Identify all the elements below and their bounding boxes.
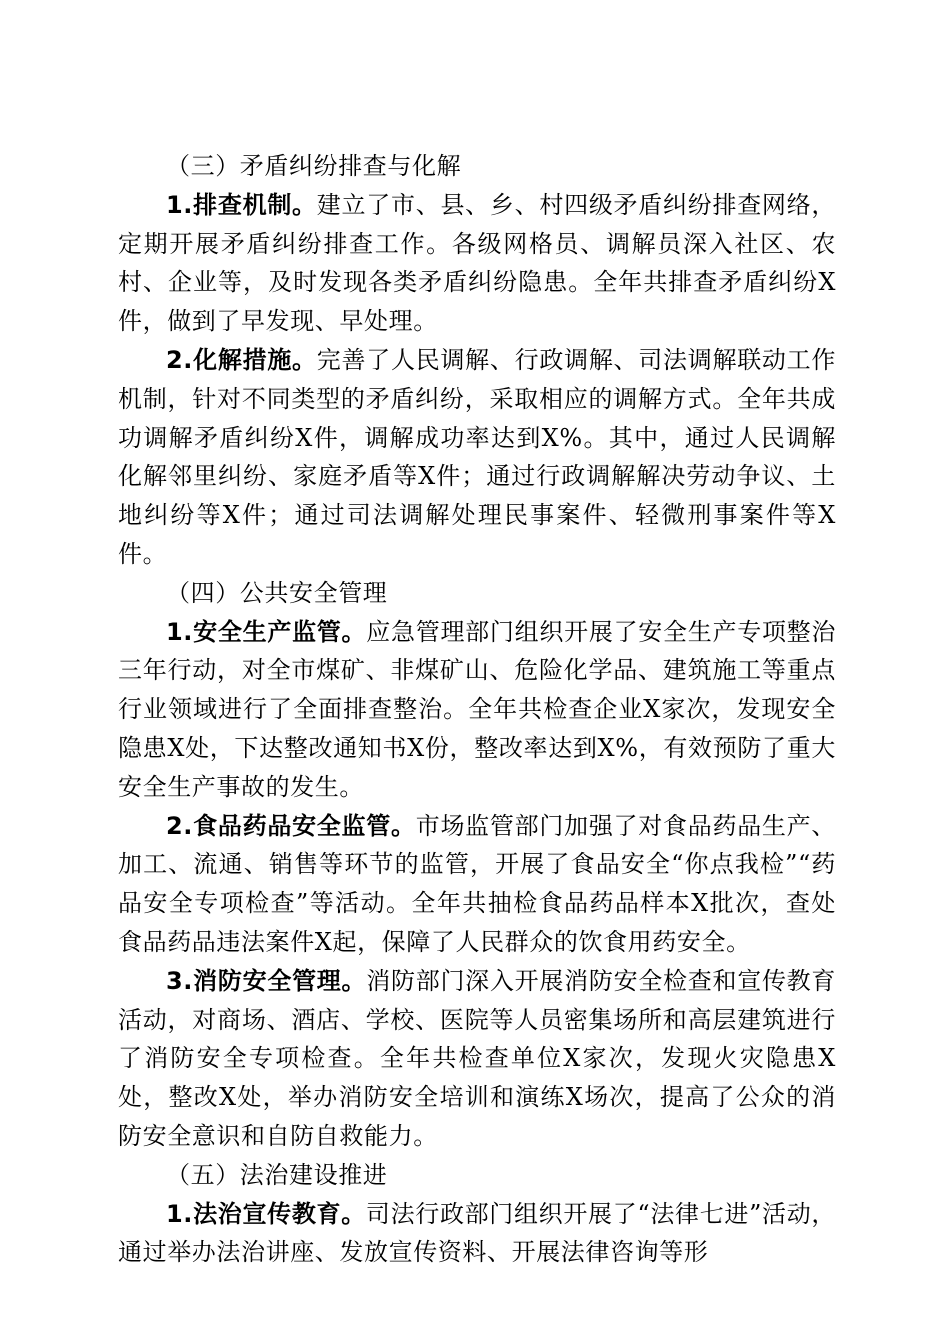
paragraph-production-safety — [118, 613, 836, 807]
paragraph-lead: 2.化解措施。 — [166, 345, 317, 374]
document-body — [118, 147, 836, 1272]
paragraph-text: 完善了人民调解、行政调解、司法调解联动工作机制，针对不同类型的矛盾纠纷，采取相应的调解方式。全年共成功调解矛盾纠纷X件，调解成功率达到X%。其中，通过人民调解化解邻里纠纷、家庭矛盾等X件；通过行政调解解决劳动争议、土地纠纷等X件；通过司法调解处理民事案件、轻微刑事案件等X件。 — [118, 345, 836, 568]
paragraph-text: 消防部门深入开展消防安全检查和宣传教育活动，对商场、酒店、学校、医院等人员密集场所和高层建筑进行了消防安全专项检查。全年共检查单位X家次，发现火灾隐患X处，整改X处，举办消防安全培训和演练X场次，提高了公众的消防安全意识和自防自救能力。 — [118, 966, 837, 1150]
paragraph-lead: 2.食品药品安全监管。 — [166, 811, 416, 840]
paragraph-legal-education — [118, 1195, 836, 1273]
paragraph-resolution-measures — [118, 341, 836, 574]
paragraph-lead: 1.排查机制。 — [166, 190, 317, 219]
section-heading-conflict-resolution: （三）矛盾纠纷排查与化解 — [166, 152, 462, 180]
section-heading-public-safety: （四）公共安全管理 — [166, 578, 388, 607]
paragraph-screening-mechanism — [118, 186, 836, 341]
paragraph-text: 司法行政部门组织开展了“法律七进”活动，通过举办法治讲座、发放宣传资料、开展法律咨询等形 — [118, 1199, 837, 1267]
paragraph-lead: 3.消防安全管理。 — [166, 966, 367, 995]
paragraph-lead: 1.法治宣传教育。 — [166, 1199, 366, 1228]
paragraph-text: 建立了市、县、乡、村四级矛盾纠纷排查网络，定期开展矛盾纠纷排查工作。各级网格员、调解员深入社区、农村、企业等，及时发现各类矛盾纠纷隐患。全年共排查矛盾纠纷X件，做到了早发现、早处理。 — [118, 190, 836, 336]
paragraph-text: 市场监管部门加强了对食品药品生产、加工、流通、销售等环节的监管，开展了食品安全“你点我检”“药品安全专项检查”等活动。全年共抽检食品药品样本X批次，查处食品药品违法案件X起，保障了人民群众的饮食用药安全。 — [118, 811, 836, 956]
paragraph-text: 应急管理部门组织开展了安全生产专项整治三年行动，对全市煤矿、非煤矿山、危险化学品、建筑施工等重点行业领域进行了全面排查整治。全年共检查企业X家次，发现安全隐患X处，下达整改通知书X份，整改率达到X%，有效预防了重大安全生产事故的发生。 — [118, 617, 837, 801]
section-heading-rule-of-law: （五）法治建设推进 — [166, 1160, 388, 1189]
paragraph-food-drug-safety — [118, 807, 836, 962]
paragraph-fire-safety — [118, 962, 836, 1156]
paragraph-lead: 1.安全生产监管。 — [166, 617, 367, 646]
